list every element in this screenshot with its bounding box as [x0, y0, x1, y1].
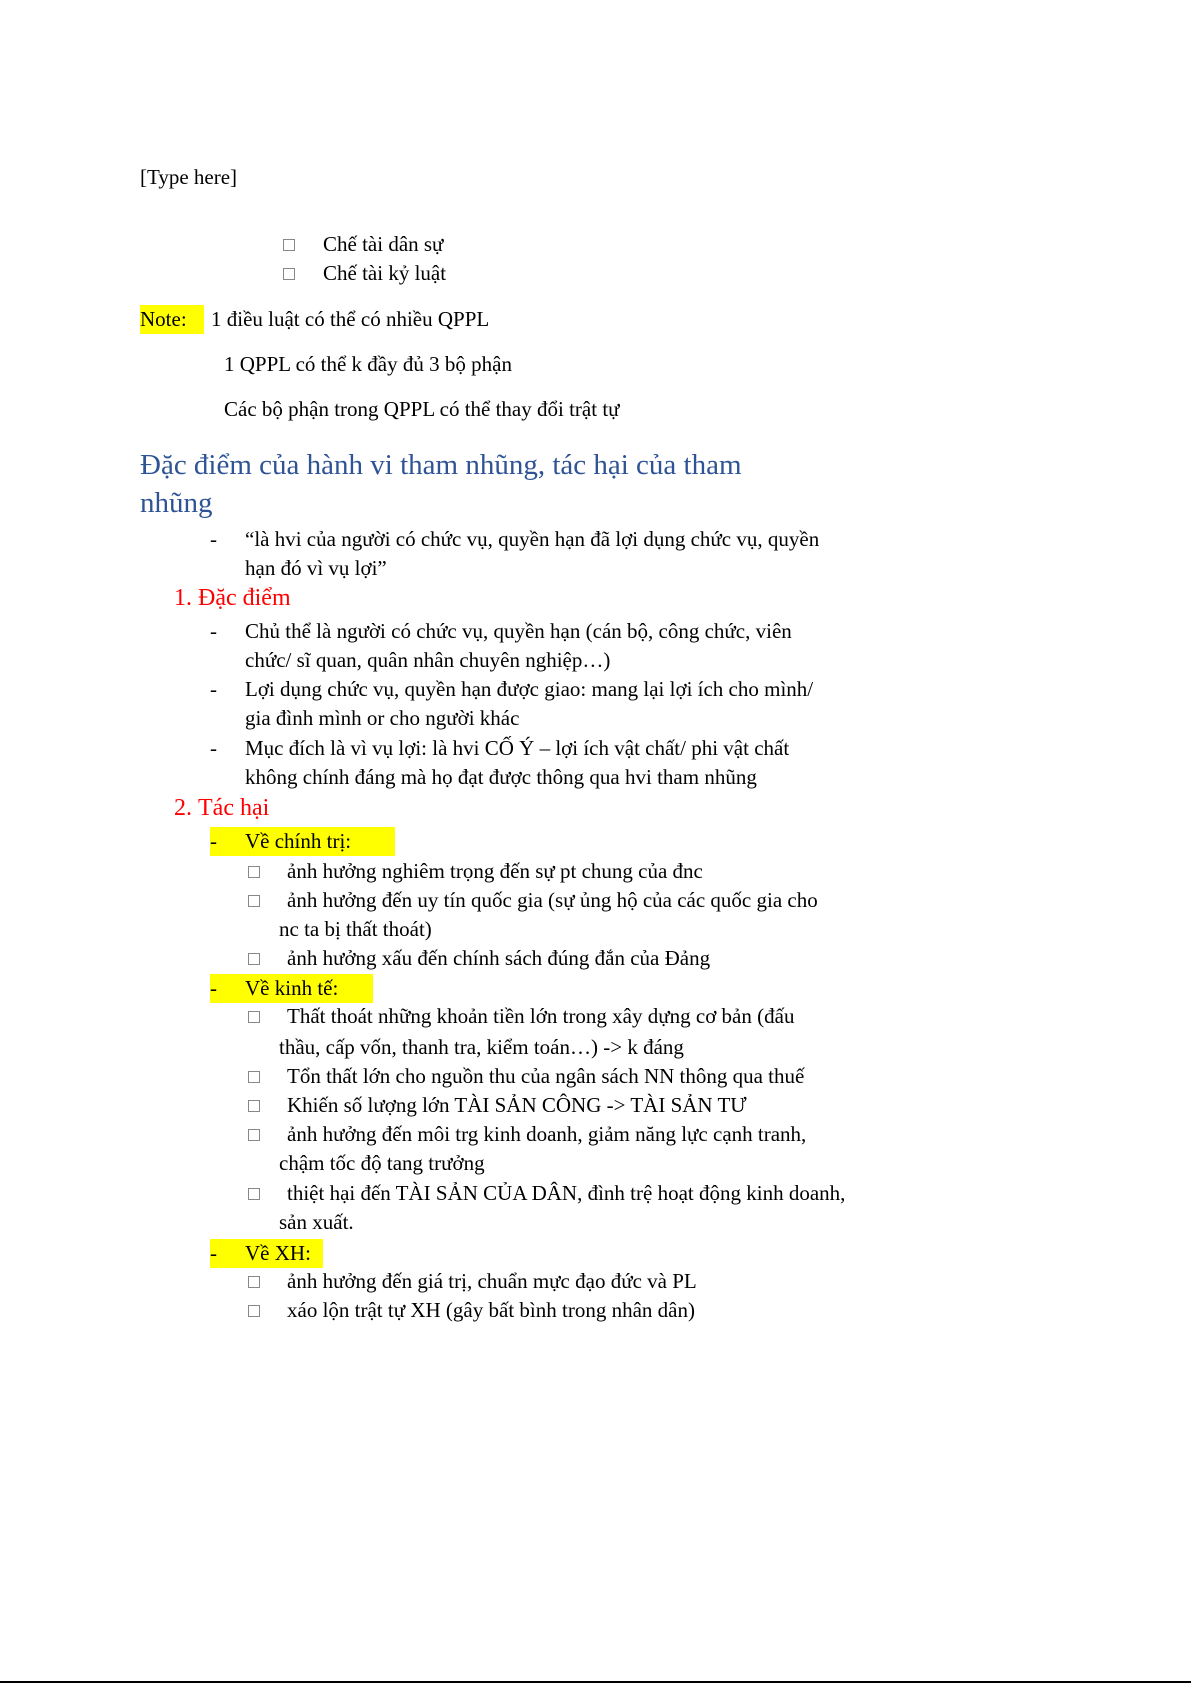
list-item-cont: chức/ sĩ quan, quân nhân chuyên nghiệp…) — [245, 648, 611, 672]
list-item-cont: thầu, cấp vốn, thanh tra, kiểm toán…) -> k đáng — [279, 1035, 684, 1059]
list-item: xáo lộn trật tự XH (gây bất bình trong nhân dân) — [287, 1298, 695, 1322]
dash-bullet: - — [210, 1241, 217, 1265]
bullet-square-icon — [248, 1100, 260, 1112]
note-label: Note: — [140, 305, 204, 334]
dash-bullet: - — [210, 677, 217, 701]
list-item: thiệt hại đến TÀI SẢN CỦA DÂN, đình trệ hoạt động kinh doanh, — [287, 1181, 846, 1205]
part2-number: 2. — [174, 795, 192, 821]
list-item: ảnh hưởng đến môi trg kinh doanh, giảm năng lực cạnh tranh, — [287, 1122, 807, 1146]
list-item: Khiến số lượng lớn TÀI SẢN CÔNG -> TÀI SẢN TƯ — [287, 1093, 747, 1117]
bullet-square-icon — [248, 1276, 260, 1288]
note-line: Các bộ phận trong QPPL có thể thay đổi trật tự — [224, 397, 620, 421]
bullet-square-icon — [283, 239, 295, 251]
bullet-square-icon — [248, 1071, 260, 1083]
list-item: Thất thoát những khoản tiền lớn trong xây dựng cơ bản (đấu — [287, 1004, 795, 1028]
list-item: Chế tài dân sự — [323, 232, 444, 256]
politics-label: Về chính trị: — [245, 829, 352, 853]
dash-bullet: - — [210, 829, 217, 853]
page-bottom-border — [0, 1681, 1191, 1683]
dash-bullet: - — [210, 976, 217, 1000]
list-item-cont: sản xuất. — [279, 1210, 354, 1234]
dash-bullet: - — [210, 736, 217, 760]
bullet-square-icon — [248, 953, 260, 965]
bullet-square-icon — [248, 866, 260, 878]
list-item: ảnh hưởng xấu đến chính sách đúng đắn của Đảng — [287, 946, 711, 970]
part1-title: Đặc điểm — [198, 585, 291, 611]
note-line: 1 QPPL có thể k đầy đủ 3 bộ phận — [224, 352, 512, 376]
list-item: Chế tài kỷ luật — [323, 261, 447, 285]
list-item: Chủ thể là người có chức vụ, quyền hạn (cán bộ, công chức, viên — [245, 619, 792, 643]
header-placeholder: [Type here] — [140, 165, 238, 189]
list-item: Lợi dụng chức vụ, quyền hạn được giao: mang lại lợi ích cho mình/ — [245, 677, 814, 701]
bullet-square-icon — [248, 1188, 260, 1200]
dash-bullet: - — [210, 619, 217, 643]
list-item: ảnh hưởng đến uy tín quốc gia (sự ủng hộ của các quốc gia cho — [287, 888, 818, 912]
note-line: 1 điều luật có thể có nhiều QPPL — [211, 307, 490, 331]
bullet-square-icon — [248, 1129, 260, 1141]
list-item: ảnh hưởng nghiêm trọng đến sự pt chung của đnc — [287, 859, 703, 883]
subheading-highlight — [210, 827, 395, 856]
list-item: ảnh hưởng đến giá trị, chuẩn mực đạo đức và PL — [287, 1269, 697, 1293]
bullet-square-icon — [248, 895, 260, 907]
list-item-cont: nc ta bị thất thoát) — [279, 917, 432, 941]
bullet-square-icon — [283, 268, 295, 280]
list-item-cont: chậm tốc độ tang trưởng — [279, 1151, 485, 1175]
subheading-highlight — [210, 1239, 323, 1268]
economy-label: Về kinh tế: — [245, 976, 339, 1000]
list-item: Tổn thất lớn cho nguồn thu của ngân sách NN thông qua thuế — [287, 1064, 805, 1088]
section-heading-cont: nhũng — [140, 487, 213, 519]
definition-text: “là hvi của người có chức vụ, quyền hạn đã lợi dụng chức vụ, quyền — [245, 527, 820, 551]
bullet-square-icon — [248, 1305, 260, 1317]
list-item-cont: không chính đáng mà họ đạt được thông qua hvi tham nhũng — [245, 765, 757, 789]
subheading-highlight — [210, 974, 373, 1003]
list-item: Mục đích là vì vụ lợi: là hvi CỐ Ý – lợi ích vật chất/ phi vật chất — [245, 736, 790, 760]
bullet-square-icon — [248, 1011, 260, 1023]
part1-number: 1. — [174, 585, 192, 611]
section-heading: Đặc điểm của hành vi tham nhũng, tác hại của tham — [140, 449, 742, 481]
dash-bullet: - — [210, 527, 217, 551]
society-label: Về XH: — [245, 1241, 311, 1265]
list-item-cont: gia đình mình or cho người khác — [245, 706, 520, 730]
part2-title: Tác hại — [198, 795, 270, 821]
definition-text-cont: hạn đó vì vụ lợi” — [245, 556, 387, 580]
